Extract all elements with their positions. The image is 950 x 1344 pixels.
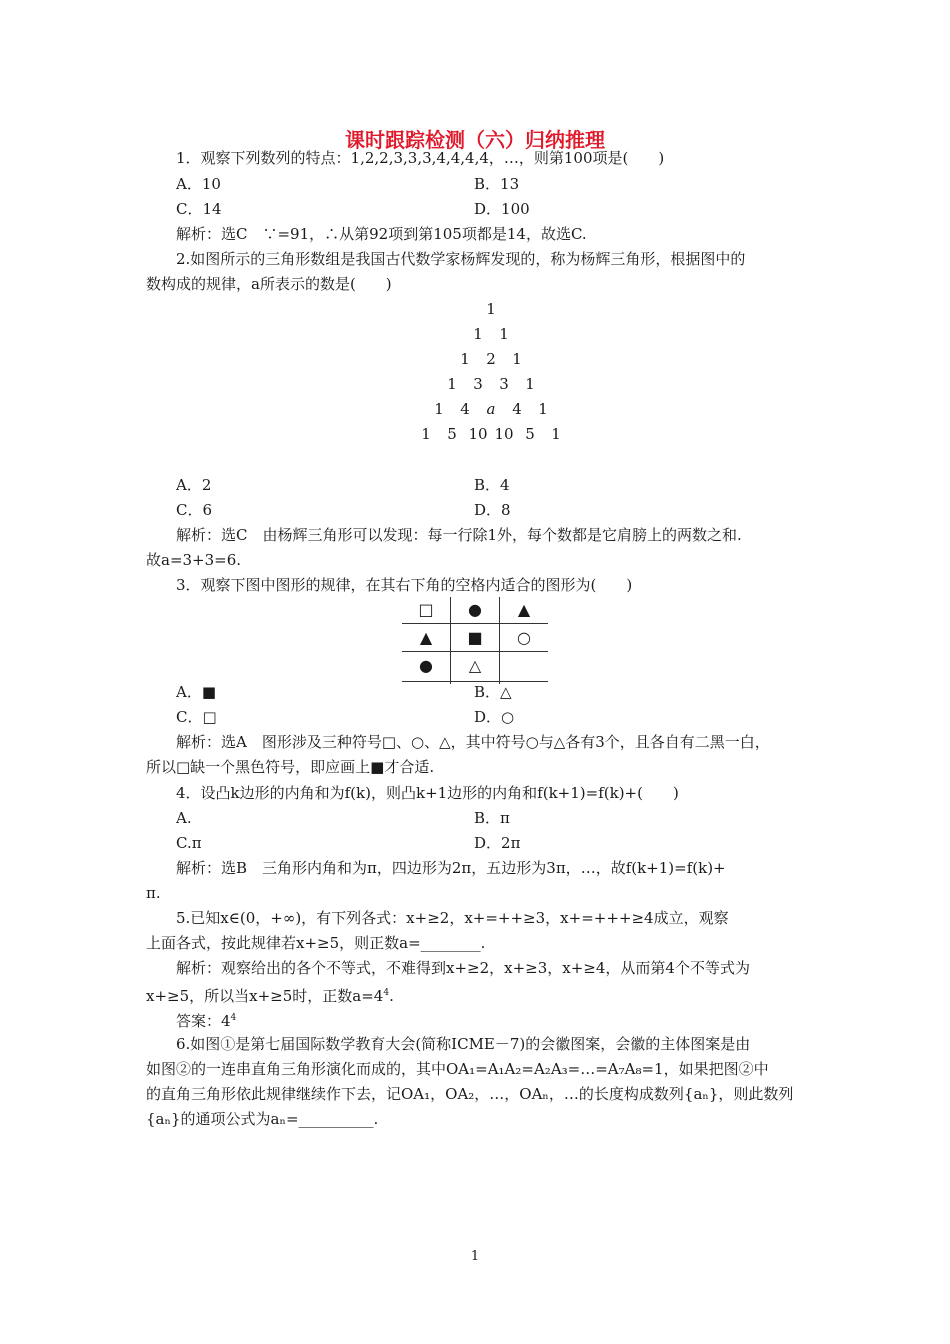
- grid-cell: ▲: [517, 600, 531, 619]
- q5-solution-period: .: [389, 987, 394, 1005]
- q1-option-d: D．100: [474, 200, 530, 218]
- grid-cell: ●: [419, 656, 433, 675]
- q6-stem-line2: 如图②的一连串直角三角形演化而成的，其中OA₁=A₁A₂=A₂A₃=…=A₇A₈=1，如果把图②中: [146, 1060, 769, 1078]
- q2-option-d: D．8: [474, 501, 511, 519]
- q6-stem-line3: 的直角三角形依此规律继续作下去，记OA₁，OA₂，…，OAₙ，…的长度构成数列{aₙ}，则此数列: [146, 1085, 794, 1103]
- q5-solution-line1: 解析：观察给出的各个不等式，不难得到x+≥2，x+≥3，x+≥4，从而第4个不等式为: [176, 959, 750, 977]
- page-number: 1: [470, 1249, 480, 1264]
- q4-option-a: A.: [176, 809, 192, 827]
- q3-option-b: B．△: [474, 683, 512, 701]
- triangle-number: 3: [473, 375, 483, 393]
- q4-solution-line1: 解析：选B 三角形内角和为π，四边形为2π，五边形为3π，…，故f(k+1)=f(k)+: [176, 859, 726, 877]
- q4-stem: 4．设凸k边形的内角和为f(k)，则凸k+1边形的内角和f(k+1)=f(k)+( ): [176, 784, 679, 802]
- q2-option-b: B．4: [474, 476, 510, 494]
- triangle-number: 1: [499, 325, 509, 343]
- grid-cell: ○: [517, 628, 531, 647]
- q3-option-d: D．○: [474, 708, 515, 726]
- q2-option-a: A．2: [176, 476, 212, 494]
- q3-solution-line2: 所以□缺一个黑色符号，即应画上■才合适.: [146, 758, 435, 776]
- triangle-number: 4: [512, 400, 522, 418]
- q5-stem-line2: 上面各式，按此规律若x+≥5，则正数a=________.: [146, 934, 486, 952]
- q3-option-a: A．■: [176, 683, 217, 701]
- q5-solution-line2: [146, 983, 394, 1006]
- triangle-number: 1: [538, 400, 548, 418]
- triangle-number: 1: [434, 400, 444, 418]
- triangle-number: 2: [486, 350, 496, 368]
- triangle-number: 1: [460, 350, 470, 368]
- symbol-grid: [402, 597, 548, 684]
- grid-cell: □: [418, 600, 434, 619]
- page-title: 课时跟踪检测（六）归纳推理: [345, 128, 605, 152]
- q2-solution-line2: 故a=3+3=6.: [146, 551, 242, 569]
- q5-solution-text: x+≥5，所以当x+≥5时，正数a=4: [146, 987, 384, 1005]
- grid-cell: △: [468, 656, 482, 675]
- triangle-row: [0, 374, 950, 394]
- triangle-number: 10: [494, 425, 514, 443]
- grid-cell: ●: [468, 600, 482, 619]
- triangle-number: 1: [551, 425, 561, 443]
- q4-option-c: C.π: [176, 834, 202, 852]
- triangle-number: 1: [512, 350, 522, 368]
- q1-solution: 解析：选C ∵=91，∴从第92项到第105项都是14，故选C.: [176, 225, 587, 243]
- q1-stem: 1．观察下列数列的特点：1,2,2,3,3,3,4,4,4,4，…，则第100项是( ): [176, 149, 665, 167]
- triangle-number: 1: [473, 325, 483, 343]
- triangle-number: 4: [460, 400, 470, 418]
- triangle-number: 1: [525, 375, 535, 393]
- q2-option-c: C．6: [176, 501, 213, 519]
- q5-answer-text: 答案：4: [176, 1012, 231, 1030]
- triangle-row: [0, 424, 950, 444]
- triangle-number: 10: [468, 425, 488, 443]
- q5-stem-line1: 5.已知x∈(0，+∞)，有下列各式：x+≥2，x+=++≥3，x+=+++≥4成立，观察: [176, 909, 729, 927]
- q1-option-a: A．10: [176, 175, 221, 193]
- triangle-row: [0, 299, 950, 319]
- q6-stem-line1: 6.如图①是第七届国际数学教育大会(简称ICME－7)的会徽图案，会徽的主体图案是由: [176, 1035, 751, 1053]
- triangle-number: 1: [486, 300, 496, 318]
- q1-option-b: B．13: [474, 175, 520, 193]
- triangle-number: 3: [499, 375, 509, 393]
- q5-answer: [176, 1008, 236, 1031]
- triangle-number: 1: [447, 375, 457, 393]
- q2-stem-line1: 2.如图所示的三角形数组是我国古代数学家杨辉发现的，称为杨辉三角形，根据图中的: [176, 250, 746, 268]
- q4-option-b: B．π: [474, 809, 510, 827]
- q2-stem-line2: 数构成的规律，a所表示的数是( ): [146, 275, 392, 293]
- q4-option-d: D．2π: [474, 834, 521, 852]
- triangle-number: 5: [525, 425, 535, 443]
- triangle-unknown-a: a: [486, 400, 496, 418]
- q5-answer-exponent: 4: [230, 1013, 237, 1023]
- triangle-row: [0, 324, 950, 344]
- q3-solution-line1: 解析：选A 图形涉及三种符号□、○、△，其中符号○与△各有3个，且各自有二黑一白，: [176, 733, 770, 751]
- triangle-row: [0, 399, 950, 419]
- q6-stem-line4: {aₙ}的通项公式为aₙ=__________.: [146, 1110, 379, 1128]
- q5-solution-exponent: 4: [383, 988, 390, 998]
- grid-cell: ■: [467, 628, 483, 647]
- q1-option-c: C．14: [176, 200, 222, 218]
- q4-solution-line2: π.: [146, 884, 161, 902]
- grid-cell: ▲: [419, 628, 433, 647]
- q3-option-c: C．□: [176, 708, 217, 726]
- q2-solution-line1: 解析：选C 由杨辉三角形可以发现：每一行除1外，每个数都是它肩膀上的两数之和.: [176, 526, 742, 544]
- q3-stem: 3．观察下图中图形的规律，在其右下角的空格内适合的图形为( ): [176, 576, 633, 594]
- triangle-number: 5: [447, 425, 457, 443]
- triangle-number: 1: [421, 425, 431, 443]
- triangle-row: [0, 349, 950, 369]
